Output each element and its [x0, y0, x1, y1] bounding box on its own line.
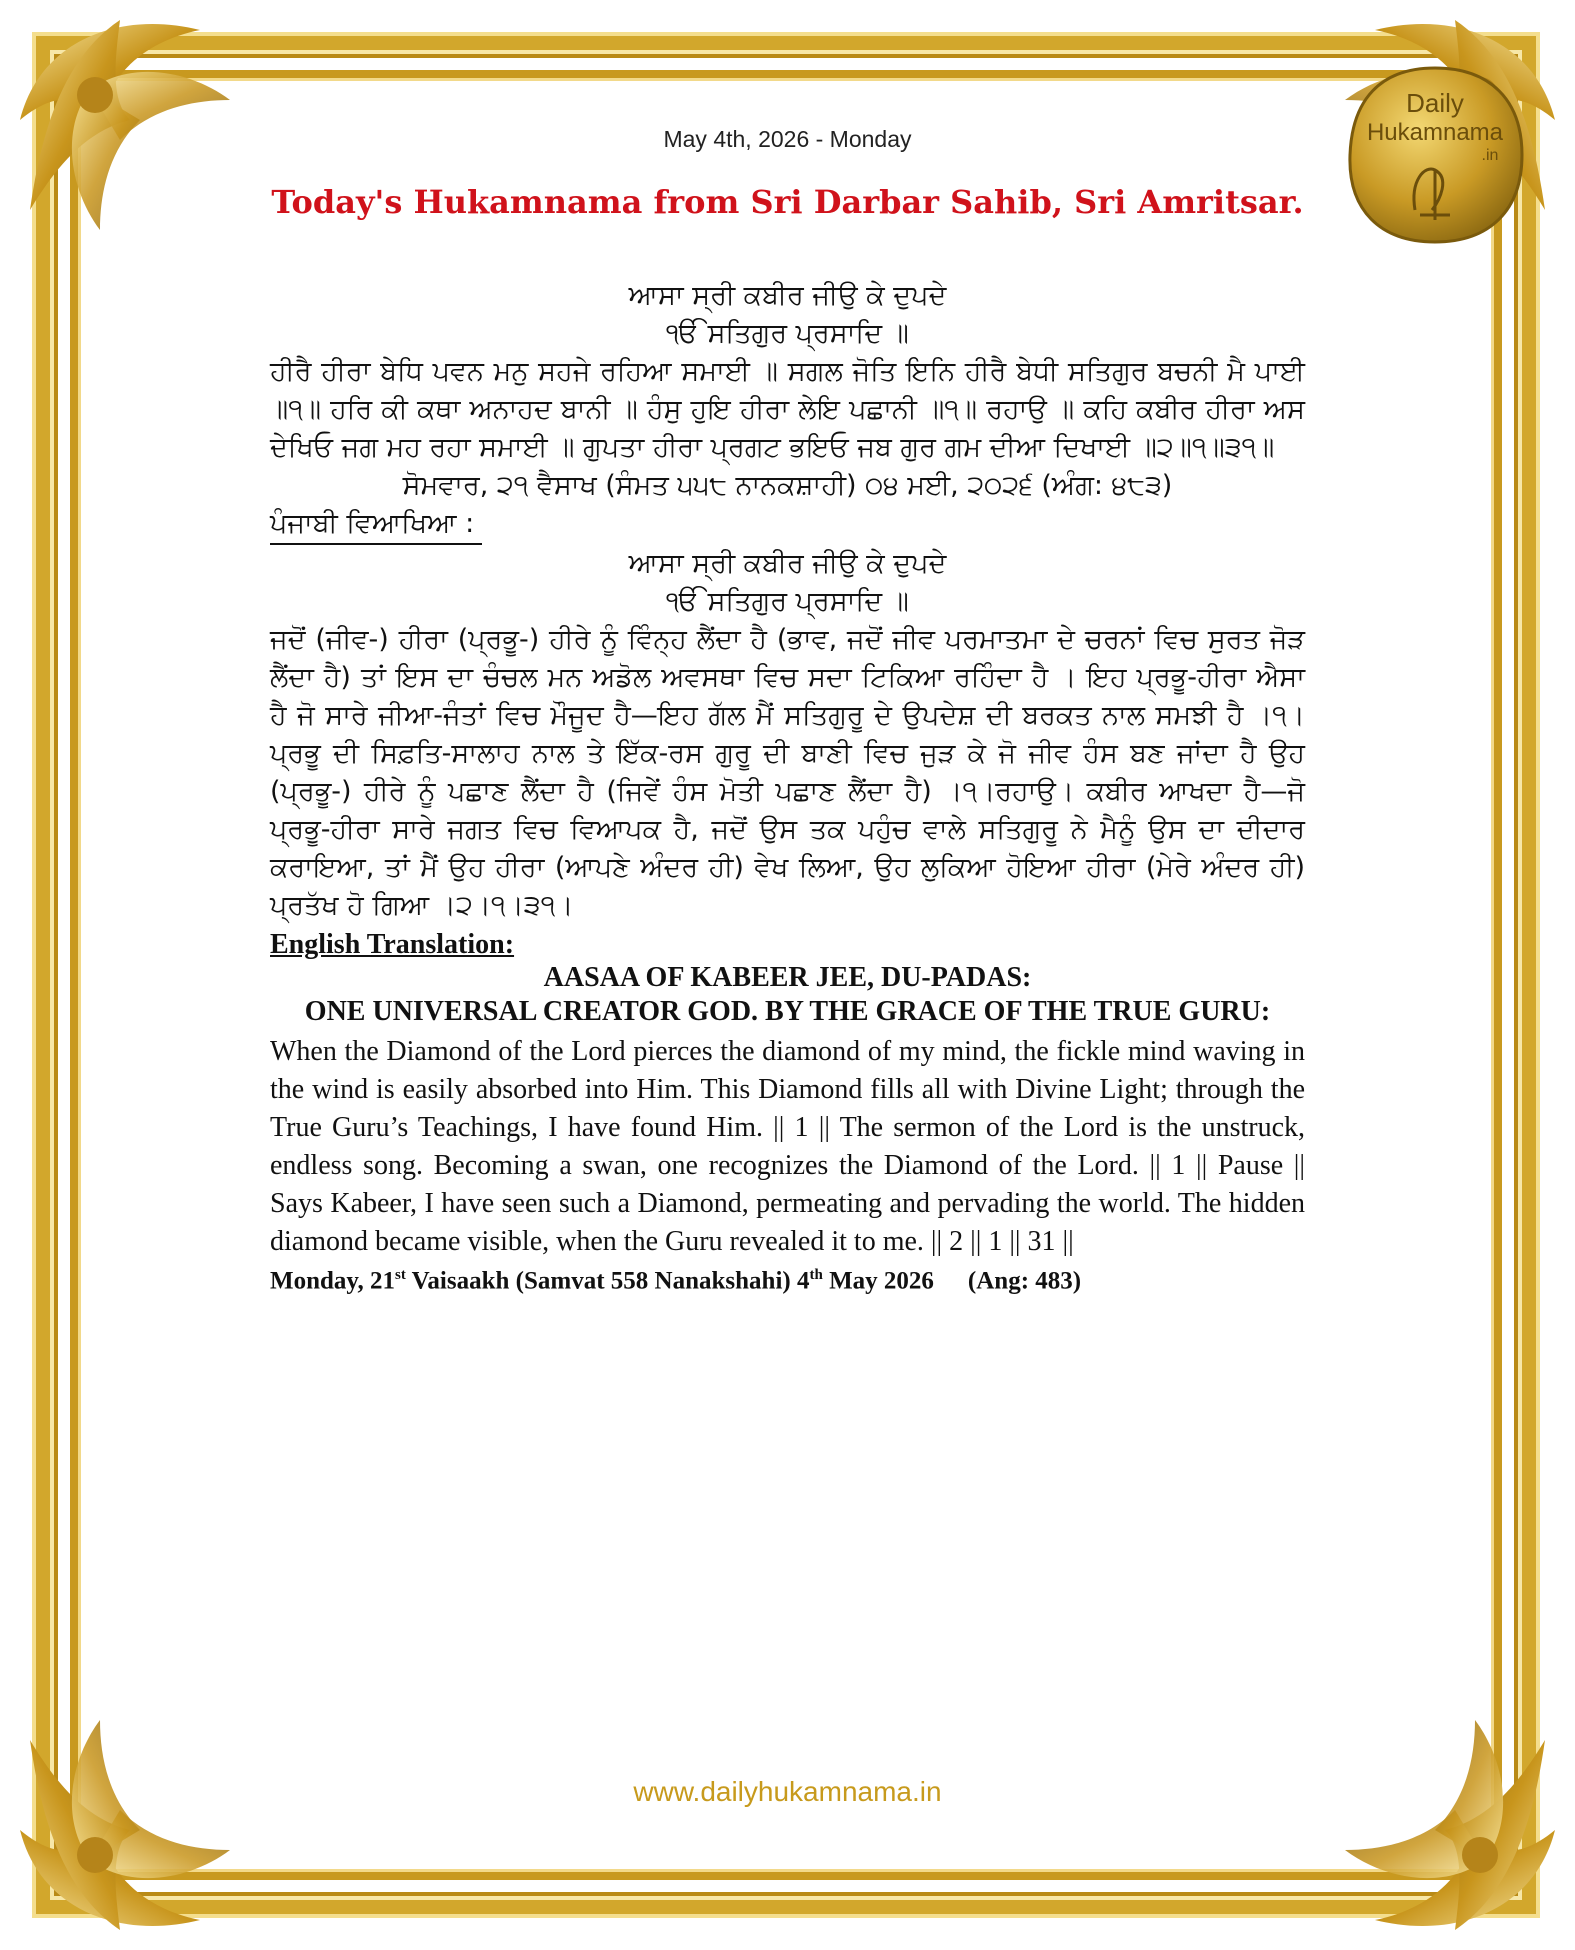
gurbani-dateline: ਸੋਮਵਾਰ, ੨੧ ਵੈਸਾਖ (ਸੰਮਤ ੫੫੮ ਨਾਨਕਸ਼ਾਹੀ) ੦੪ ਮਈ, ੨੦੨੬ (ਅੰਗ: ੪੮੩)	[402, 470, 1173, 501]
dateline-month: May 2026	[822, 1267, 934, 1295]
dateline-ang: (Ang: 483)	[967, 1267, 1082, 1295]
dateline-day: Monday, 21	[270, 1267, 396, 1295]
english-translation-label: English Translation:	[270, 929, 515, 960]
svg-text:Daily: Daily	[1406, 88, 1464, 118]
website-link[interactable]: www.dailyhukamnama.in	[633, 1776, 942, 1807]
corner-ornament-icon	[0, 1690, 260, 1950]
svg-text:.in: .in	[1481, 147, 1499, 164]
date-line: May 4th, 2026 - Monday	[663, 126, 912, 152]
punjabi-heading: ਆਸਾ ਸ੍ਰੀ ਕਬੀਰ ਜੀਉ ਕੇ ਦੁਪਦੇ	[628, 548, 947, 579]
gurbani-text: ਹੀਰੈ ਹੀਰਾ ਬੇਧਿ ਪਵਨ ਮਨੁ ਸਹਜੇ ਰਹਿਆ ਸਮਾਈ ॥ ਸਗਲ ਜੋਤਿ ਇਨਿ ਹੀਰੈ ਬੇਧੀ ਸਤਿਗੁਰ ਬਚਨੀ ਮੈ ਪਾਈ ॥੧॥ ਹਰਿ ਕੀ ਕਥਾ ਅਨਾਹਦ ਬਾਨੀ ॥ ਹੰਸੁ ਹੁਇ ਹੀਰਾ ਲੇਇ ਪਛਾਨੀ ॥੧॥ ਰਹਾਉ ॥ ਕਹਿ ਕਬੀਰ ਹੀਰਾ ਅਸ ਦੇਖਿਓ ਜਗ ਮਹ ਰਹਾ ਸਮਾਈ ॥ ਗੁਪਤਾ ਹੀਰਾ ਪ੍ਰਗਟ ਭਇਓ ਜਬ ਗੁਰ ਗਮ ਦੀਆ ਦਿਖਾਈ ॥੨॥੧॥੩੧॥	[270, 356, 1305, 463]
gurbani-heading: ਆਸਾ ਸ੍ਰੀ ਕਬੀਰ ਜੀਉ ਕੇ ਦੁਪਦੇ	[628, 280, 947, 311]
english-heading-line2: ONE UNIVERSAL CREATOR GOD. BY THE GRACE OF THE TRUE GURU:	[304, 996, 1271, 1027]
svg-text:Hukamnama: Hukamnama	[1366, 119, 1504, 146]
punjabi-vyakhya-label	[270, 505, 1305, 545]
page-title: Today's Hukamnama from Sri Darbar Sahib, Sri Amritsar.	[271, 183, 1304, 221]
dateline-sup: th	[809, 1267, 823, 1283]
english-dateline	[270, 1267, 1305, 1295]
punjabi-explanation: ਜਦੋਂ (ਜੀਵ-) ਹੀਰਾ (ਪ੍ਰਭੂ-) ਹੀਰੇ ਨੂੰ ਵਿੰਨ੍ਹ ਲੈਂਦਾ ਹੈ (ਭਾਵ, ਜਦੋਂ ਜੀਵ ਪਰਮਾਤਮਾ ਦੇ ਚਰਨਾਂ ਵਿਚ ਸੁਰਤ ਜੋੜ ਲੈਂਦਾ ਹੈ) ਤਾਂ ਇਸ ਦਾ ਚੰਚਲ ਮਨ ਅਡੋਲ ਅਵਸਥਾ ਵਿਚ ਸਦਾ ਟਿਕਿਆ ਰਹਿੰਦਾ ਹੈ । ਇਹ ਪ੍ਰਭੂ-ਹੀਰਾ ਐਸਾ ਹੈ ਜੋ ਸਾਰੇ ਜੀਆ-ਜੰਤਾਂ ਵਿਚ ਮੌਜੂਦ ਹੈ—ਇਹ ਗੱਲ ਮੈਂ ਸਤਿਗੁਰੂ ਦੇ ਉਪਦੇਸ਼ ਦੀ ਬਰਕਤ ਨਾਲ ਸਮਝੀ ਹੈ ।੧। ਪ੍ਰਭੂ ਦੀ ਸਿਫ਼ਤਿ-ਸਾਲਾਹ ਨਾਲ ਤੇ ਇੱਕ-ਰਸ ਗੁਰੂ ਦੀ ਬਾਣੀ ਵਿਚ ਜੁੜ ਕੇ ਜੋ ਜੀਵ ਹੰਸ ਬਣ ਜਾਂਦਾ ਹੈ ਉਹ (ਪ੍ਰਭੂ-) ਹੀਰੇ ਨੂੰ ਪਛਾਣ ਲੈਂਦਾ ਹੈ (ਜਿਵੇਂ ਹੰਸ ਮੋਤੀ ਪਛਾਣ ਲੈਂਦਾ ਹੈ) ।੧।ਰਹਾਉ। ਕਬੀਰ ਆਖਦਾ ਹੈ—ਜੋ ਪ੍ਰਭੂ-ਹੀਰਾ ਸਾਰੇ ਜਗਤ ਵਿਚ ਵਿਆਪਕ ਹੈ, ਜਦੋਂ ਉਸ ਤਕ ਪਹੁੰਚ ਵਾਲੇ ਸਤਿਗੁਰੂ ਨੇ ਮੈਨੂੰ ਉਸ ਦਾ ਦੀਦਾਰ ਕਰਾਇਆ, ਤਾਂ ਮੈਂ ਉਹ ਹੀਰਾ (ਆਪਣੇ ਅੰਦਰ ਹੀ) ਵੇਖ ਲਿਆ, ਉਹ ਲੁਕਿਆ ਹੋਇਆ ਹੀਰਾ (ਮੇਰੇ ਅੰਦਰ ਹੀ) ਪ੍ਰਤੱਖ ਹੋ ਗਿਆ ।੨।੧।੩੧।	[270, 624, 1305, 921]
english-heading-line1: AASAA OF KABEER JEE, DU-PADAS:	[543, 962, 1032, 993]
punjabi-label-text: ਪੰਜਾਬੀ ਵਿਆਖਿਆ :	[270, 505, 482, 545]
corner-ornament-icon	[0, 0, 260, 260]
corner-ornament-icon	[1315, 1690, 1575, 1950]
gurbani-mool-mantar: ੴ ਸਤਿਗੁਰ ਪ੍ਰਸਾਦਿ ॥	[666, 318, 909, 349]
hukamnama-content	[270, 120, 1305, 1295]
daily-hukamnama-logo	[1340, 60, 1530, 250]
dateline-sup: st	[395, 1267, 406, 1283]
english-translation-text: When the Diamond of the Lord pierces the diamond of my mind, the fickle mind waving in the wind is easily absorbed into Him. This Diamond fills all with Divine Light; through the True Guru’s Teachings, I have found Him. || 1 || The sermon of the Lord is the unstruck, endless song. Becoming a swan, one recognizes the Diamond of the Lord. || 1 || Pause || Says Kabeer, I have seen such a Diamond, permeating and pervading the world. The hidden diamond became visible, when the Guru revealed it to me. || 2 || 1 || 31 ||	[270, 1036, 1305, 1257]
dateline-samvat: Vaisaakh (Samvat 558 Nanakshahi) 4	[405, 1267, 810, 1295]
punjabi-mool-mantar: ੴ ਸਤਿਗੁਰ ਪ੍ਰਸਾਦਿ ॥	[666, 586, 909, 617]
